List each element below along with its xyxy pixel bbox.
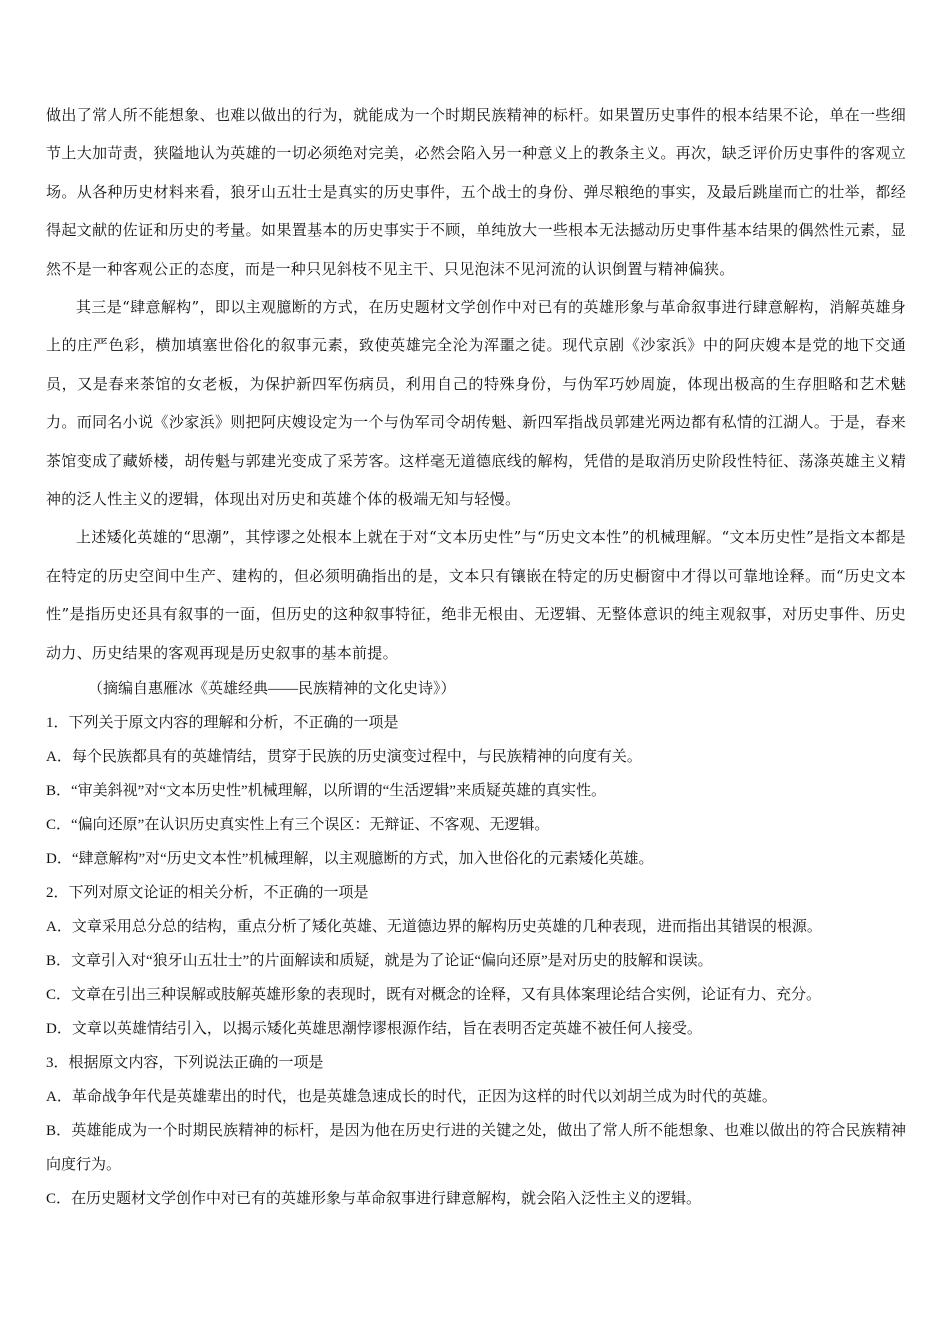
reading-passage xyxy=(46,96,906,672)
option-a: A．革命战争年代是英雄辈出的时代，也是英雄急速成长的时代，正因为这样的时代以刘胡兰成为时代的英雄。 xyxy=(46,1089,777,1106)
option-c: C．“偏向还原”在认识历史真实性上有三个误区：无辩证、不客观、无逻辑。 xyxy=(46,817,550,834)
option-b: B．文章引入对“狼牙山五壮士”的片面解读和质疑，就是为了论证“偏向还原”是对历史的肢解和误读。 xyxy=(46,953,713,970)
option-c: C．在历史题材文学创作中对已有的英雄形象与革命叙事进行肆意解构，就会陷入泛性主义的逻辑。 xyxy=(46,1191,702,1208)
passage-source: （摘编自惠雁冰《英雄经典——民族精神的文化史诗》） xyxy=(88,681,456,698)
passage-paragraph: 上述矮化英雄的“思潮”，其悖谬之处根本上就在于对“文本历史性”与“历史文本性”的机械理解。“文本历史性”是指文本都是在特定的历史空间中生产、建构的，但必须明确指出的是，文本只有镶嵌在特定的历史橱窗中才得以可靠地诠释。而“历史文本性”是指历史还具有叙事的一面，但历史的这种叙事特征，绝非无根由、无逻辑、无整体意识的纯主观叙事，对历史事件、历史动力、历史结果的客观再现是历史叙事的基本前提。 xyxy=(46,528,906,662)
questions-section xyxy=(46,706,906,1216)
option-a: A．文章采用总分总的结构，重点分析了矮化英雄、无道德边界的解构历史英雄的几种表现，进而指出其错误的根源。 xyxy=(46,919,822,936)
document-page xyxy=(46,96,906,1216)
option-d: D．文章以英雄情结引入，以揭示矮化英雄思潮悖谬根源作结，旨在表明否定英雄不被任何人接受。 xyxy=(46,1021,702,1038)
question-1 xyxy=(46,706,906,876)
question-stem: 2．下列对原文论证的相关分析，不正确的一项是 xyxy=(46,885,369,902)
passage-paragraph: 做出了常人所不能想象、也难以做出的行为，就能成为一个时期民族精神的标杆。如果置历史事件的根本结果不论，单在一些细节上大加苛责，狭隘地认为英雄的一切必须绝对完美，必然会陷入另一种意义上的教条主义。再次，缺乏评价历史事件的客观立场。从各种历史材料来看，狼牙山五壮士是真实的历史事件，五个战士的身份、弹尽粮绝的事实，及最后跳崖而亡的壮举，都经得起文献的佐证和历史的考量。如果置基本的历史事实于不顾，单纯放大一些根本无法撼动历史事件基本结果的偶然性元素，显然不是一种客观公正的态度，而是一种只见斜枝不见主干、只见泡沫不见河流的认识倒置与精神偏狭。 xyxy=(46,106,906,278)
question-stem: 3．根据原文内容，下列说法正确的一项是 xyxy=(46,1055,324,1072)
option-a: A．每个民族都具有的英雄情结，贯穿于民族的历史演变过程中，与民族精神的向度有关。 xyxy=(46,749,642,766)
question-2 xyxy=(46,876,906,1046)
option-b: B．英雄能成为一个时期民族精神的标杆，是因为他在历史行进的关键之处，做出了常人所不能想象、也难以做出的符合民族精神向度行为。 xyxy=(46,1123,906,1174)
passage-paragraph: 其三是“肆意解构”，即以主观臆断的方式，在历史题材文学创作中对已有的英雄形象与革命叙事进行肆意解构，消解英雄身上的庄严色彩，横加填塞世俗化的叙事元素，致使英雄完全沦为浑噩之徒。现代京剧《沙家浜》中的阿庆嫂本是党的地下交通员，又是春来茶馆的女老板，为保护新四军伤病员，利用自己的特殊身份，与伪军巧妙周旋，体现出极高的生存胆略和艺术魅力。而同名小说《沙家浜》则把阿庆嫂设定为一个与伪军司令胡传魁、新四军指战员郭建光两边都有私情的江湖人。于是，春来茶馆变成了藏娇楼，胡传魁与郭建光变成了采芳客。这样毫无道德底线的解构，凭借的是取消历史阶段性特征、荡涤英雄主义精神的泛人性主义的逻辑，体现出对历史和英雄个体的极端无知与轻慢。 xyxy=(46,298,906,509)
option-b: B．“审美斜视”对“文本历史性”机械理解，以所谓的“生活逻辑”来质疑英雄的真实性。 xyxy=(46,783,606,800)
question-stem: 1．下列关于原文内容的理解和分析，不正确的一项是 xyxy=(46,715,399,732)
question-3 xyxy=(46,1046,906,1216)
option-d: D．“肆意解构”对“历史文本性”机械理解，以主观臆断的方式，加入世俗化的元素矮化英雄。 xyxy=(46,851,654,868)
option-c: C．文章在引出三种误解或肢解英雄形象的表现时，既有对概念的诠释，又有具体案理论结合实例，论证有力、充分。 xyxy=(46,987,822,1004)
